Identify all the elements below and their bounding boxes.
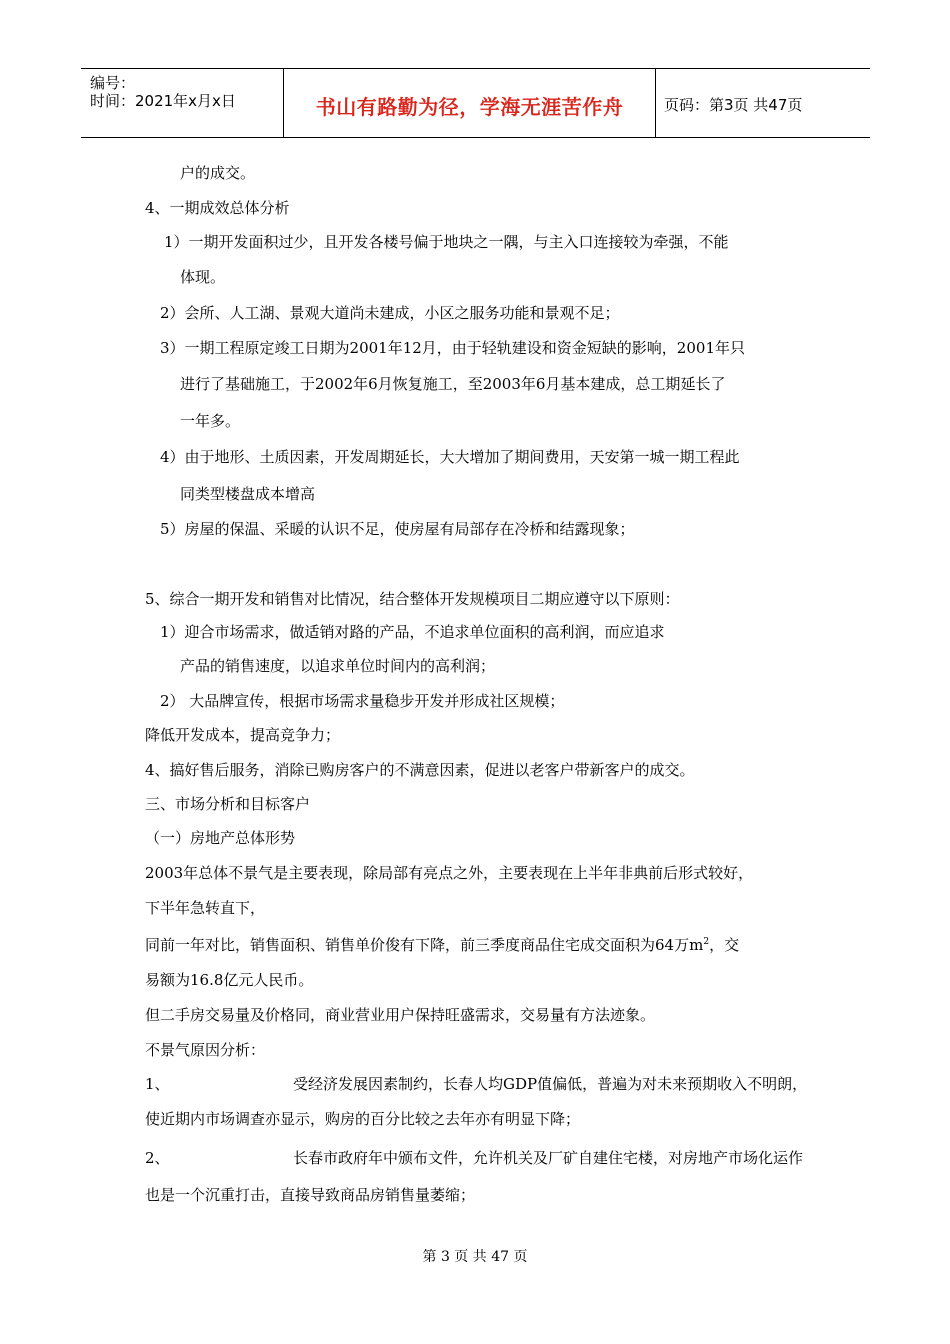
section-heading: 4、搞好售后服务，消除已购房客户的不满意因素，促进以老客户带新客户的成交。 bbox=[145, 761, 695, 779]
body-line: 产品的销售速度，以追求单位时间内的高利润； bbox=[180, 657, 496, 675]
header-meta-cell bbox=[81, 69, 284, 137]
body-line: 5）房屋的保温、采暖的认识不足，使房屋有局部存在冷桥和结露现象； bbox=[160, 520, 635, 538]
body-line: 2）会所、人工湖、景观大道尚未建成，小区之服务功能和景观不足； bbox=[160, 304, 620, 322]
list-number: 1、 bbox=[145, 1075, 170, 1093]
body-line: 使近期内市场调查亦显示，购房的百分比较之去年亦有明显下降； bbox=[145, 1110, 581, 1128]
number-label: 编号： bbox=[90, 74, 136, 92]
header-page-cell bbox=[656, 69, 870, 137]
body-line: 户的成交。 bbox=[180, 164, 256, 182]
list-number: 2、 bbox=[145, 1149, 170, 1167]
body-line: 4）由于地形、土质因素，开发周期延长，大大增加了期间费用，天安第一城一期工程此 bbox=[160, 448, 740, 466]
body-line: 易额为16.8亿元人民币。 bbox=[145, 971, 314, 989]
body-line: 一年多。 bbox=[180, 412, 241, 430]
body-text: 受经济发展因素制约，长春人均GDP值偏低，普遍为对未来预期收入不明朗， bbox=[293, 1075, 808, 1093]
motto: 书山有路勤为径，学海无涯苦作舟 bbox=[315, 95, 624, 119]
section-heading: 5、综合一期开发和销售对比情况，结合整体开发规模项目二期应遵守以下原则： bbox=[145, 590, 680, 608]
subsection-heading: （一）房地产总体形势 bbox=[145, 829, 296, 847]
body-line: 2003年总体不景气是主要表现，除局部有亮点之外，主要表现在上半年非典前后形式较好， bbox=[145, 864, 754, 882]
page-footer: 第 3 页 共 47 页 bbox=[422, 1249, 528, 1265]
body-line: 体现。 bbox=[180, 268, 226, 286]
page-header bbox=[81, 68, 870, 138]
body-line bbox=[145, 935, 739, 955]
body-text: 长春市政府年中颁布文件，允许机关及厂矿自建住宅楼，对房地产市场化运作 bbox=[293, 1149, 804, 1167]
date-line: 时间：2021年x月x日 bbox=[90, 92, 236, 110]
list-item bbox=[145, 1148, 803, 1168]
body-text: 同前一年对比，销售面积、销售单价俊有下降，前三季度商品住宅成交面积为64万m bbox=[145, 936, 704, 954]
body-line: 但二手房交易量及价格同，商业营业用户保持旺盛需求，交易量有方法迹象。 bbox=[145, 1006, 656, 1024]
page-indicator: 页码：第3页 共47页 bbox=[664, 96, 803, 114]
superscript: 2 bbox=[703, 937, 710, 947]
section-heading: 4、一期成效总体分析 bbox=[145, 199, 290, 217]
body-line: 不景气原因分析： bbox=[145, 1041, 266, 1059]
section-heading: 三、市场分析和目标客户 bbox=[145, 795, 311, 813]
header-motto-cell bbox=[284, 69, 656, 137]
list-item bbox=[145, 1074, 807, 1094]
body-line: 1）一期开发面积过少，且开发各楼号偏于地块之一隅，与主入口连接较为牵强，不能 bbox=[164, 233, 729, 251]
body-line: 3）一期工程原定竣工日期为2001年12月，由于轻轨建设和资金短缺的影响，2001年只 bbox=[160, 339, 745, 357]
body-line: 也是一个沉重打击，直接导致商品房销售量萎缩； bbox=[145, 1186, 476, 1204]
body-line: 同类型楼盘成本增高 bbox=[180, 485, 316, 503]
body-line: 2） 大品牌宣传，根据市场需求量稳步开发并形成社区规模； bbox=[160, 692, 565, 710]
body-text: ，交 bbox=[709, 936, 740, 954]
body-line: 降低开发成本，提高竞争力； bbox=[145, 726, 341, 744]
body-line: 进行了基础施工，于2002年6月恢复施工，至2003年6月基本建成，总工期延长了 bbox=[180, 375, 726, 393]
body-line: 1）迎合市场需求，做适销对路的产品，不追求单位面积的高利润，而应追求 bbox=[160, 623, 665, 641]
body-line: 下半年急转直下， bbox=[145, 899, 266, 917]
